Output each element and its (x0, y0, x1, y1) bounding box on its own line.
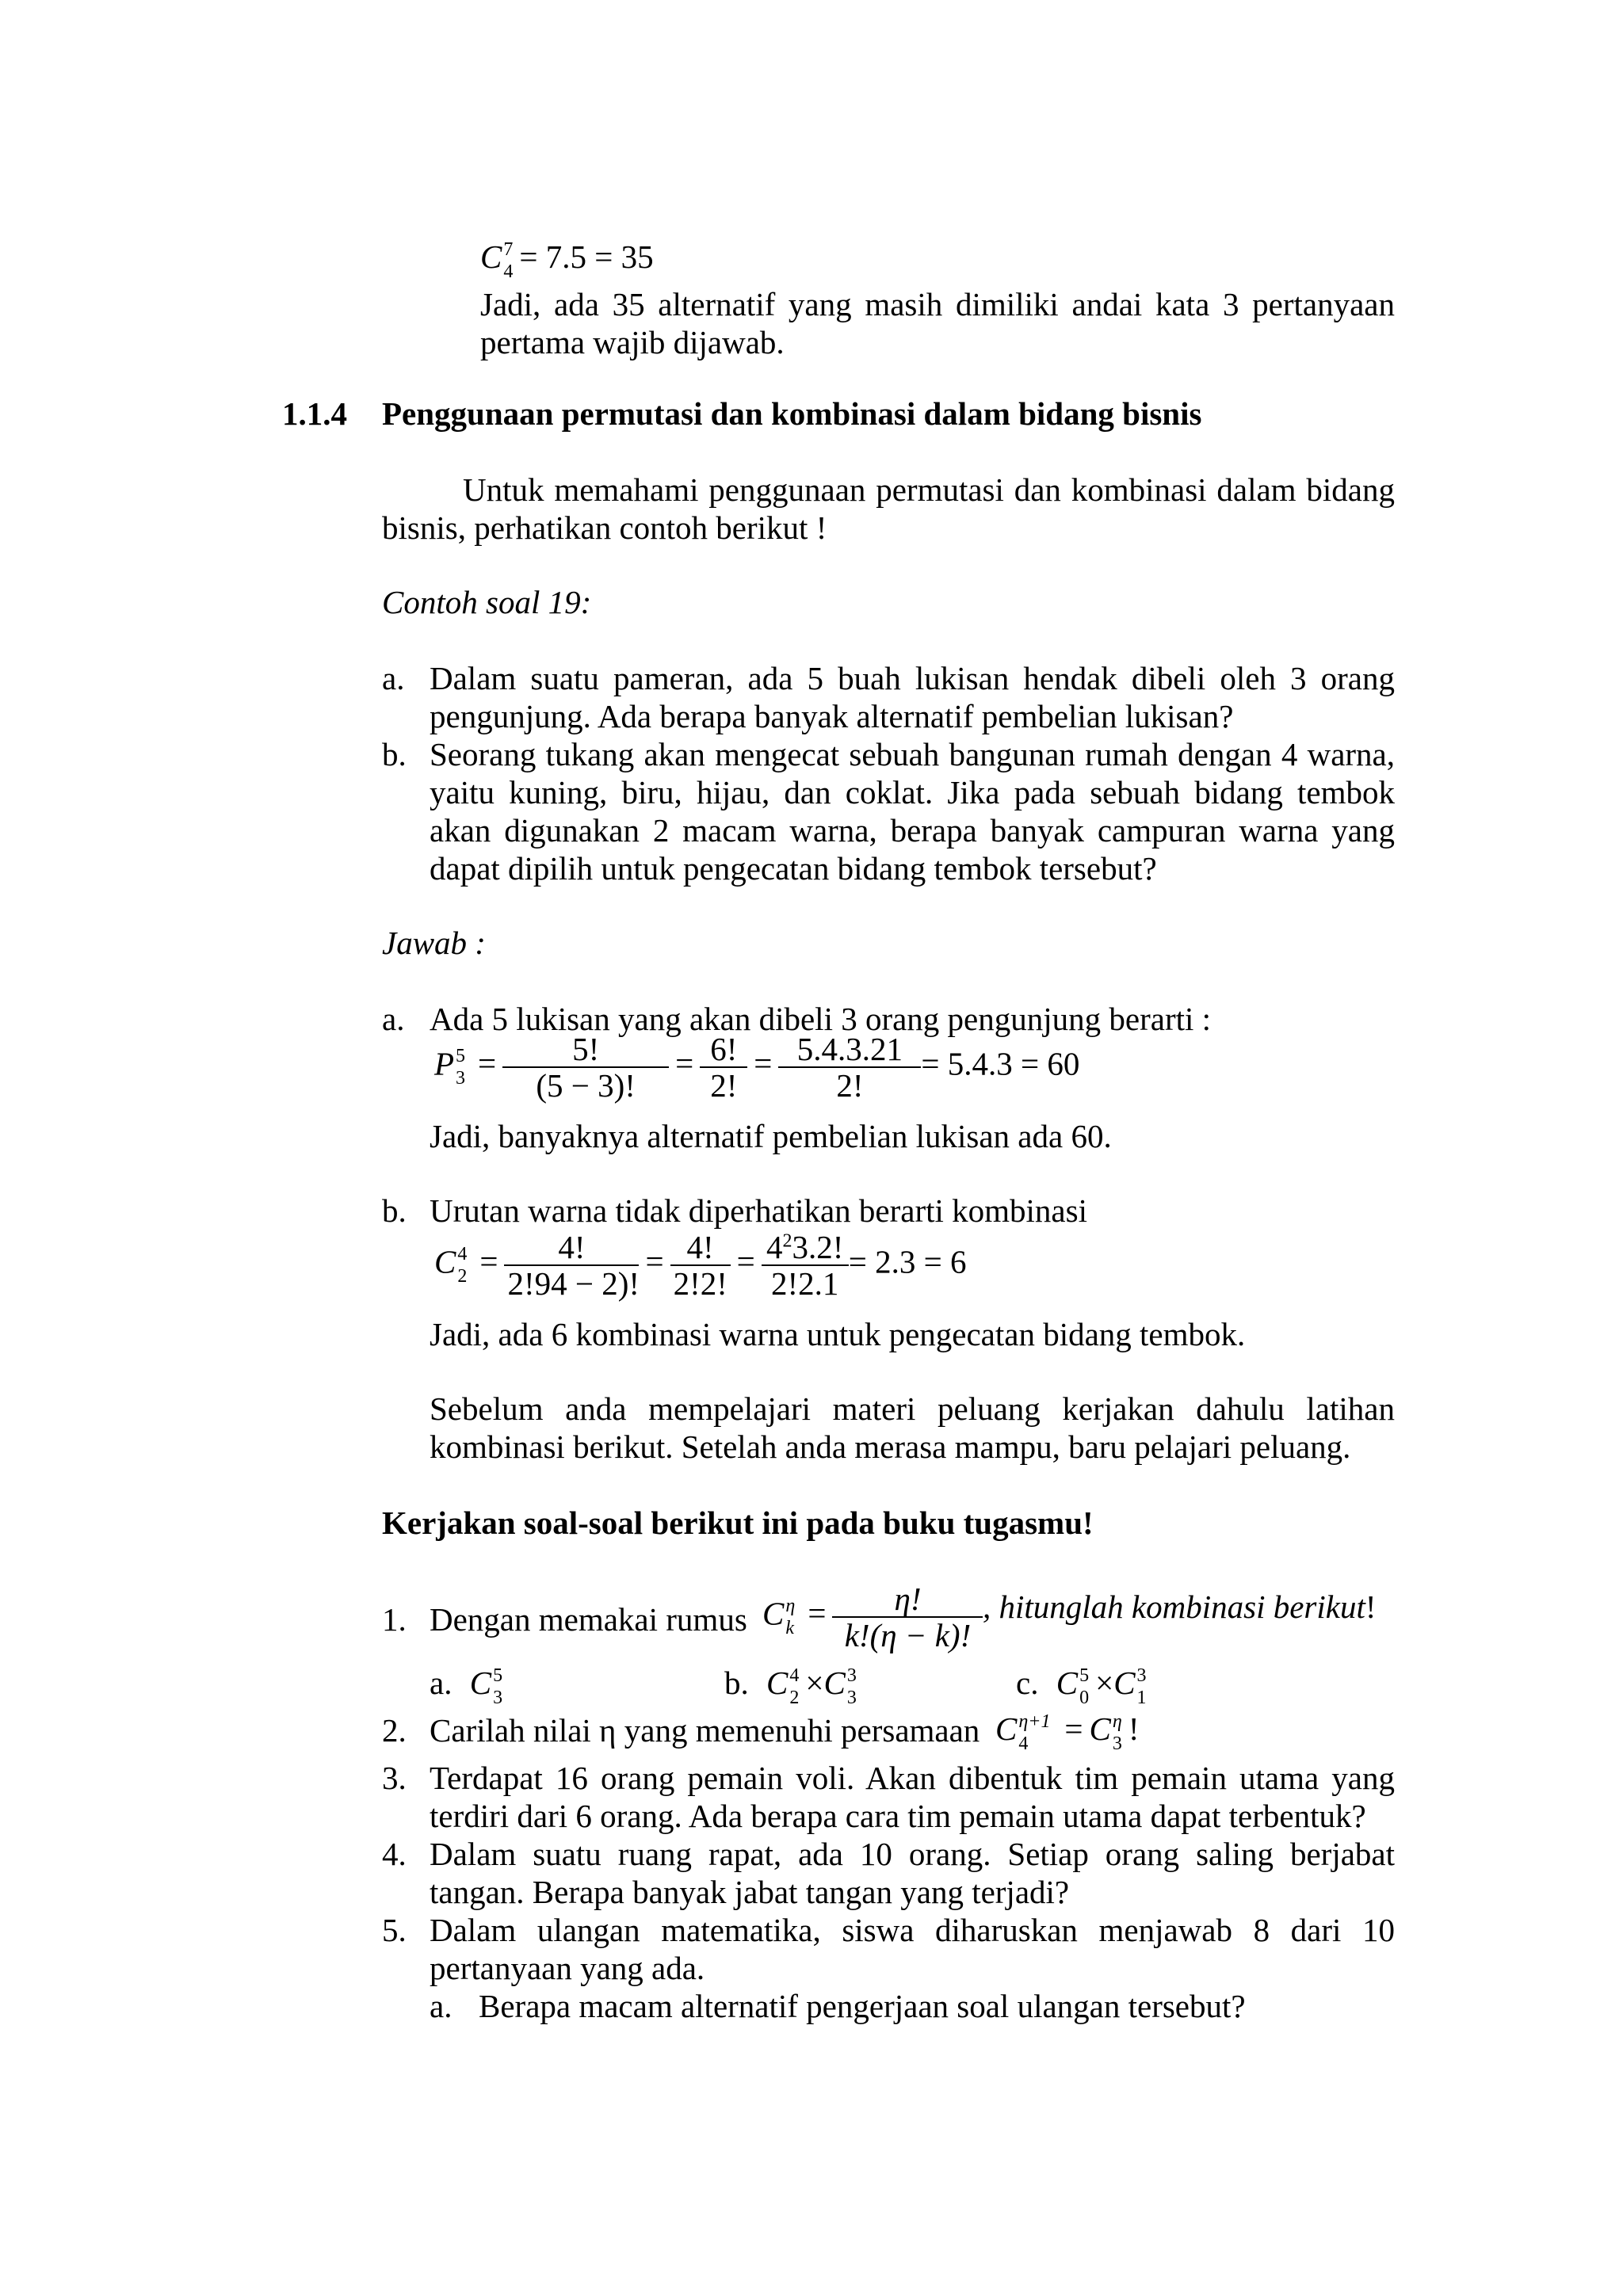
q1-c: c. C 5 0 ×C 3 1 (1016, 1665, 1147, 1708)
q1-formula: C η k = $\frac{\eta!}{k!(\eta - k)!}$ (762, 1581, 983, 1653)
intro-line2: bisnis, perhatikan contoh berikut ! (382, 509, 827, 546)
combination-symbol: C (434, 1243, 456, 1280)
c-sub: 2 (457, 1266, 468, 1287)
p-sup: 5 (456, 1046, 466, 1066)
q3-number: 3. (382, 1760, 407, 1796)
eq-rhs: = 7.5 = 35 (519, 238, 654, 275)
exercise-heading: Kerjakan soal-soal berikut ini pada buku tugasmu! (382, 1505, 1094, 1541)
example-b-marker: b. (382, 736, 407, 772)
fraction: $\frac{6!}{2!}$ (700, 1032, 747, 1103)
example-a-marker: a. (382, 660, 405, 696)
permutation-symbol: P (434, 1045, 455, 1082)
q4-line2: tangan. Berapa banyak jabat tangan yang terjadi? (430, 1874, 1070, 1910)
example-label: Contoh soal 19: (382, 584, 592, 620)
note-line1: Sebelum anda mempelajari materi peluang kerjakan dahulu latihan (430, 1390, 1395, 1427)
q3-line1: Terdapat 16 orang pemain voli. Akan dibentuk tim pemain utama yang (430, 1760, 1395, 1796)
answer-a-rhs: = 5.4.3 = 60 (921, 1045, 1080, 1082)
q1-tail: , hitunglah kombinasi berikut! (983, 1589, 1377, 1625)
q5-number: 5. (382, 1912, 407, 1948)
answer-b-rhs: = 2.3 = 6 (848, 1243, 967, 1280)
answer-a-conclusion: Jadi, banyaknya alternatif pembelian lukisan ada 60. (430, 1118, 1112, 1154)
q5-line1: Dalam ulangan matematika, siswa diharuskan menjawab 8 dari 10 (430, 1912, 1395, 1948)
q4-line1: Dalam suatu ruang rapat, ada 10 orang. Setiap orang saling berjabat (430, 1836, 1395, 1872)
answer-b-text: Urutan warna tidak diperhatikan berarti kombinasi (430, 1192, 1087, 1229)
fraction: $\frac{\eta!}{k!(\eta - k)!}$ (832, 1581, 983, 1653)
q1-text: Dengan memakai rumus (430, 1601, 747, 1638)
answer-label: Jawab : (382, 925, 486, 961)
q1-b: b. C 4 2 ×C 3 3 (724, 1665, 857, 1708)
q2-equation: C η+1 4 = C η 3 ! (995, 1711, 1140, 1754)
example-a-line1: Dalam suatu pameran, ada 5 buah lukisan hendak dibeli oleh 3 orang (430, 660, 1395, 696)
answer-a-marker: a. (382, 1001, 405, 1037)
section-number: 1.1.4 (282, 395, 347, 432)
intro-line1: Untuk memahami penggunaan permutasi dan kombinasi dalam bidang (463, 471, 1395, 508)
eq-sup: 7 (503, 238, 514, 260)
note-line2: kombinasi berikut. Setelah anda merasa mampu, baru pelajari peluang. (430, 1428, 1351, 1465)
fraction: $\frac{5!}{(5 - 3)!}$ (502, 1032, 669, 1103)
example-a-line2: pengunjung. Ada berapa banyak alternatif pembelian lukisan? (430, 698, 1234, 734)
q2-number: 2. (382, 1712, 407, 1749)
fraction: $\frac{4!}{2!2!}$ (670, 1230, 731, 1301)
example-b-line2: yaitu kuning, biru, hijau, dan coklat. Jika pada sebuah bidang tembok (430, 774, 1395, 810)
q3-line2: terdiri dari 6 orang. Ada berapa cara tim pemain utama dapat terbentuk? (430, 1798, 1366, 1834)
example-b-line1: Seorang tukang akan mengecat sebuah bangunan rumah dengan 4 warna, (430, 736, 1395, 772)
top-conclusion-line2: pertama wajib dijawab. (480, 324, 785, 360)
fraction: $\frac{5.4.3.21}{2!}$ (778, 1032, 921, 1103)
q5-a-marker: a. (430, 1988, 453, 2024)
fraction: $\frac{4^23.2!}{2!2.1}$ (762, 1230, 849, 1301)
combination-symbol: C (480, 238, 502, 275)
answer-a-text: Ada 5 lukisan yang akan dibeli 3 orang pengunjung berarti : (430, 1001, 1212, 1037)
fraction: $\frac{4!}{2!94 - 2)!}$ (504, 1230, 639, 1301)
example-b-line4: dapat dipilih untuk pengecatan bidang tembok tersebut? (430, 850, 1157, 887)
eq-sub: 4 (503, 261, 514, 282)
q1-number: 1. (382, 1601, 407, 1638)
q5-a-text: Berapa macam alternatif pengerjaan soal ulangan tersebut? (479, 1988, 1246, 2024)
top-equation (480, 238, 654, 280)
example-b-line3: akan digunakan 2 macam warna, berapa banyak campuran warna yang (430, 812, 1395, 849)
answer-a-formula: P 5 3 = $\frac{5!}{(5 - 3)!}$ = $\frac{6!}{2!}$ = $\frac{5.4.3.21}{2!}$ = 5.4.3 = 60 (434, 1031, 1080, 1104)
q2-text: Carilah nilai η yang memenuhi persamaan (430, 1712, 980, 1749)
q1-a: a. C 5 3 (430, 1665, 503, 1708)
answer-b-conclusion: Jadi, ada 6 kombinasi warna untuk pengecatan bidang tembok. (430, 1316, 1246, 1352)
q5-line2: pertanyaan yang ada. (430, 1950, 705, 1986)
c-sup: 4 (457, 1244, 468, 1264)
answer-b-formula: C 4 2 = $\frac{4!}{2!94 - 2)!}$ = $\frac{4!}{2!2!}$ = $\frac{4^23.2!}{2!2.1}$ = 2.3 = 6 (434, 1229, 967, 1302)
section-title: Penggunaan permutasi dan kombinasi dalam bidang bisnis (382, 395, 1202, 432)
answer-b-marker: b. (382, 1192, 407, 1229)
q4-number: 4. (382, 1836, 407, 1872)
top-conclusion-line1: Jadi, ada 35 alternatif yang masih dimiliki andai kata 3 pertanyaan (480, 286, 1395, 322)
p-sub: 3 (456, 1068, 466, 1089)
